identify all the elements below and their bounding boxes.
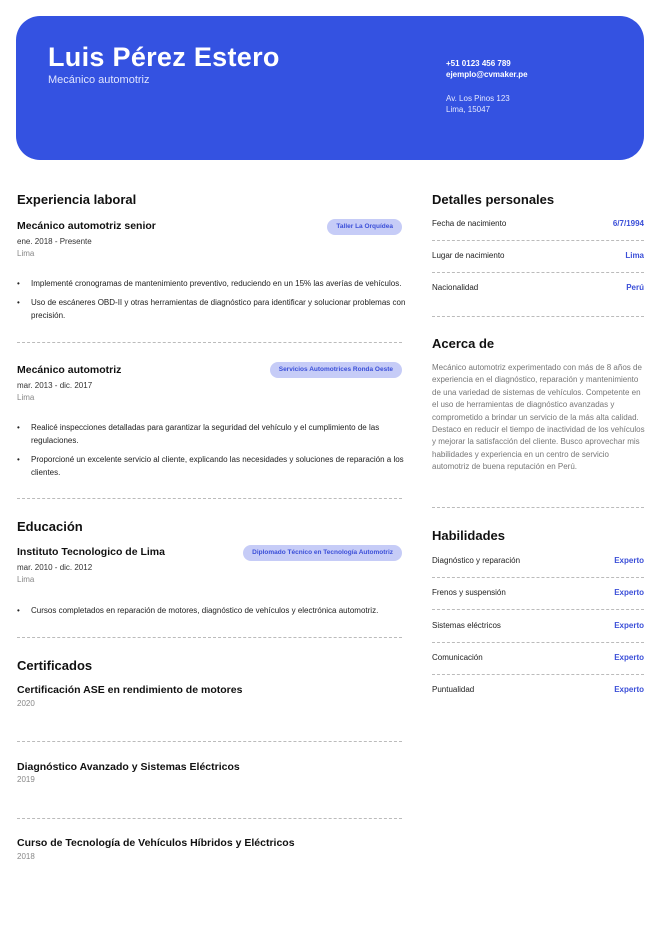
personal-label: Fecha de nacimiento	[432, 219, 507, 228]
education-dates: mar. 2010 - dic. 2012	[17, 563, 93, 572]
personal-heading: Detalles personales	[432, 192, 555, 207]
divider	[432, 507, 644, 508]
divider	[432, 316, 644, 317]
divider	[432, 577, 644, 578]
personal-value: Lima	[625, 251, 644, 260]
certificate-title: Diagnóstico Avanzado y Sistemas Eléctricos	[17, 761, 240, 773]
divider	[17, 637, 402, 638]
experience-heading: Experiencia laboral	[17, 192, 137, 207]
address-line-2: Lima, 15047	[446, 105, 491, 114]
divider	[432, 642, 644, 643]
school-name: Instituto Tecnologico de Lima	[17, 546, 165, 558]
education-heading: Educación	[17, 519, 83, 534]
full-name: Luis Pérez Estero	[48, 42, 280, 72]
resume-header	[16, 16, 644, 160]
divider	[432, 609, 644, 610]
skill-level: Experto	[614, 588, 644, 597]
certificate-year: 2018	[17, 852, 35, 861]
certificate-title: Curso de Tecnología de Vehículos Híbridos y Eléctricos	[17, 837, 295, 849]
skill-level: Experto	[614, 685, 644, 694]
personal-label: Nacionalidad	[432, 283, 479, 292]
education-location: Lima	[17, 575, 35, 584]
divider	[17, 342, 402, 343]
divider	[17, 818, 402, 819]
about-heading: Acerca de	[432, 336, 495, 351]
skill-level: Experto	[614, 621, 644, 630]
job-bullet: • Proporcioné un excelente servicio al cliente, explicando las necesidades y soluciones de reparación a los clientes.	[17, 453, 407, 479]
company-badge: Servicios Automotrices Ronda Oeste	[270, 362, 402, 378]
job-location: Lima	[17, 393, 35, 402]
divider	[432, 272, 644, 273]
divider	[432, 240, 644, 241]
certificate-year: 2019	[17, 775, 35, 784]
address-line-1: Av. Los Pinos 123	[446, 94, 510, 103]
about-text: Mecánico automotriz experimentado con más de 8 años de experiencia en el diagnóstico, reparación y mantenimiento de una variedad de sistemas de vehículos. Competente en el uso de herramientas de diagnóstico avanzadas y comprometido a brindar un servicio de la más alta calidad. Destaco en reducir el tiempo de inactividad de los vehículos y mejorar la satisfacción del cliente. Busco aprovechar mis habilidades y experiencia en un centro de servicio automotriz de buena reputación en Perú.	[432, 363, 645, 472]
job-dates: mar. 2013 - dic. 2017	[17, 381, 93, 390]
company-badge: Taller La Orquídea	[327, 219, 402, 235]
divider	[17, 741, 402, 742]
certificate-year: 2020	[17, 699, 35, 708]
skills-heading: Habilidades	[432, 528, 505, 543]
job-bullet: • Implementé cronogramas de mantenimiento preventivo, reduciendo en un 15% las averías de vehículos.	[17, 277, 407, 290]
skill-name: Diagnóstico y reparación	[432, 556, 521, 565]
job-bullet: • Uso de escáneres OBD-II y otras herramientas de diagnóstico para identificar y solucionar problemas con precisión.	[17, 296, 407, 322]
job-title: Mecánico automotriz	[17, 364, 122, 376]
personal-label: Lugar de nacimiento	[432, 251, 505, 260]
skill-name: Comunicación	[432, 653, 483, 662]
job-location: Lima	[17, 249, 35, 258]
job-title: Mecánico automotriz senior	[17, 220, 156, 232]
certificates-heading: Certificados	[17, 658, 93, 673]
certificate-title: Certificación ASE en rendimiento de motores	[17, 684, 243, 696]
email: ejemplo@cvmaker.pe	[446, 70, 528, 79]
skill-level: Experto	[614, 556, 644, 565]
education-bullet: • Cursos completados en reparación de motores, diagnóstico de vehículos y electrónica automotriz.	[17, 604, 407, 617]
divider	[17, 498, 402, 499]
skill-level: Experto	[614, 653, 644, 662]
job-bullet: • Realicé inspecciones detalladas para garantizar la seguridad del vehículo y el cumplimiento de las regulaciones.	[17, 421, 407, 447]
job-role: Mecánico automotriz	[48, 74, 150, 86]
skill-name: Sistemas eléctricos	[432, 621, 501, 630]
divider	[432, 674, 644, 675]
skill-name: Frenos y suspensión	[432, 588, 506, 597]
personal-value: 6/7/1994	[612, 219, 644, 228]
job-dates: ene. 2018 - Presente	[17, 237, 92, 246]
skill-name: Puntualidad	[432, 685, 475, 694]
degree-badge: Diplomado Técnico en Tecnología Automotriz	[243, 545, 402, 561]
phone: +51 0123 456 789	[446, 59, 511, 68]
personal-value: Perú	[626, 283, 644, 292]
